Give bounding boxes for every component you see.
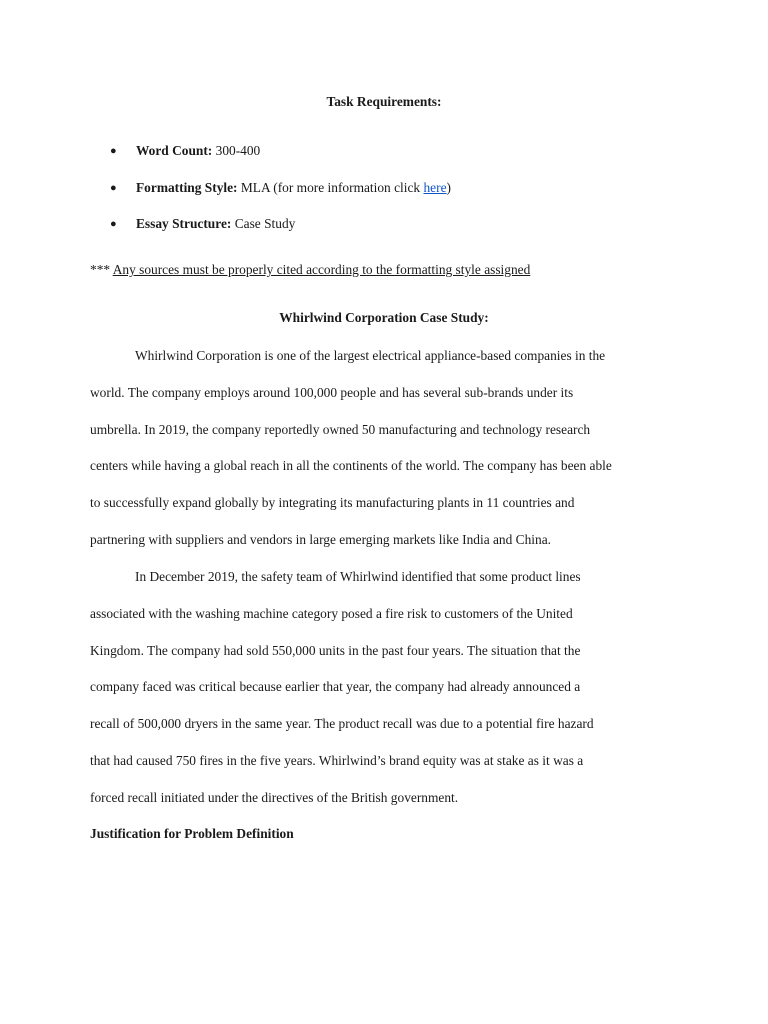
requirement-value-tail: ) <box>446 179 451 195</box>
paragraph-line: forced recall initiated under the directives of the British government. <box>90 789 459 805</box>
paragraph-line: to successfully expand globally by integrating its manufacturing plants in 11 countries and <box>90 495 575 511</box>
paragraph-line: umbrella. In 2019, the company reportedly owned 50 manufacturing and technology research <box>90 421 591 437</box>
bullet-icon: ● <box>110 218 117 230</box>
section-heading: Justification for Problem Definition <box>90 826 294 841</box>
requirement-value: 300-400 <box>215 143 261 158</box>
paragraph-line: Whirlwind Corporation is one of the largest electrical appliance-based companies in the <box>135 348 606 363</box>
paragraph-line: world. The company employs around 100,000 people and has several sub-brands under its <box>90 384 574 400</box>
requirement-essay-structure <box>110 214 451 251</box>
paragraph-line: company faced was critical because earlier that year, the company had already announced a <box>90 679 581 695</box>
paragraph-1 <box>90 346 690 567</box>
paragraph-line: centers while having a global reach in all the continents of the world. The company has been able <box>90 458 612 474</box>
paragraph-line: partnering with suppliers and vendors in large emerging markets like India and China. <box>90 531 551 547</box>
note-text: Any sources must be properly cited according to the formatting style assigned <box>112 262 531 277</box>
note-prefix: *** <box>90 262 111 277</box>
bullet-icon: ● <box>110 145 117 157</box>
paragraph-line: In December 2019, the safety team of Whirlwind identified that some product lines <box>135 569 581 584</box>
paragraph-line: Kingdom. The company had sold 550,000 units in the past four years. The situation that the <box>90 642 581 658</box>
paragraph-2 <box>90 567 690 825</box>
bullet-icon: ● <box>110 181 117 194</box>
task-requirements-title: Task Requirements: <box>326 94 442 109</box>
paragraph-line: that had caused 750 fires in the five years. Whirlwind’s brand equity was at stake as it was a <box>90 752 584 768</box>
paragraph-line: associated with the washing machine category posed a fire risk to customers of the United <box>90 605 573 621</box>
formatting-info-link[interactable]: here <box>423 179 447 195</box>
requirement-label: Word Count: <box>136 143 213 158</box>
requirement-word-count <box>110 141 451 178</box>
case-study-title: Whirlwind Corporation Case Study: <box>279 310 489 325</box>
requirement-value: Case Study <box>234 216 296 231</box>
requirement-label: Essay Structure: <box>136 216 232 231</box>
paragraph-line: recall of 500,000 dryers in the same year. The product recall was due to a potential fire hazard <box>90 716 594 732</box>
requirement-label: Formatting Style: <box>136 179 238 195</box>
citation-note <box>90 262 530 278</box>
requirements-list <box>110 141 451 251</box>
requirement-formatting-style <box>110 178 451 215</box>
requirement-value: MLA (for more information click <box>240 179 424 195</box>
